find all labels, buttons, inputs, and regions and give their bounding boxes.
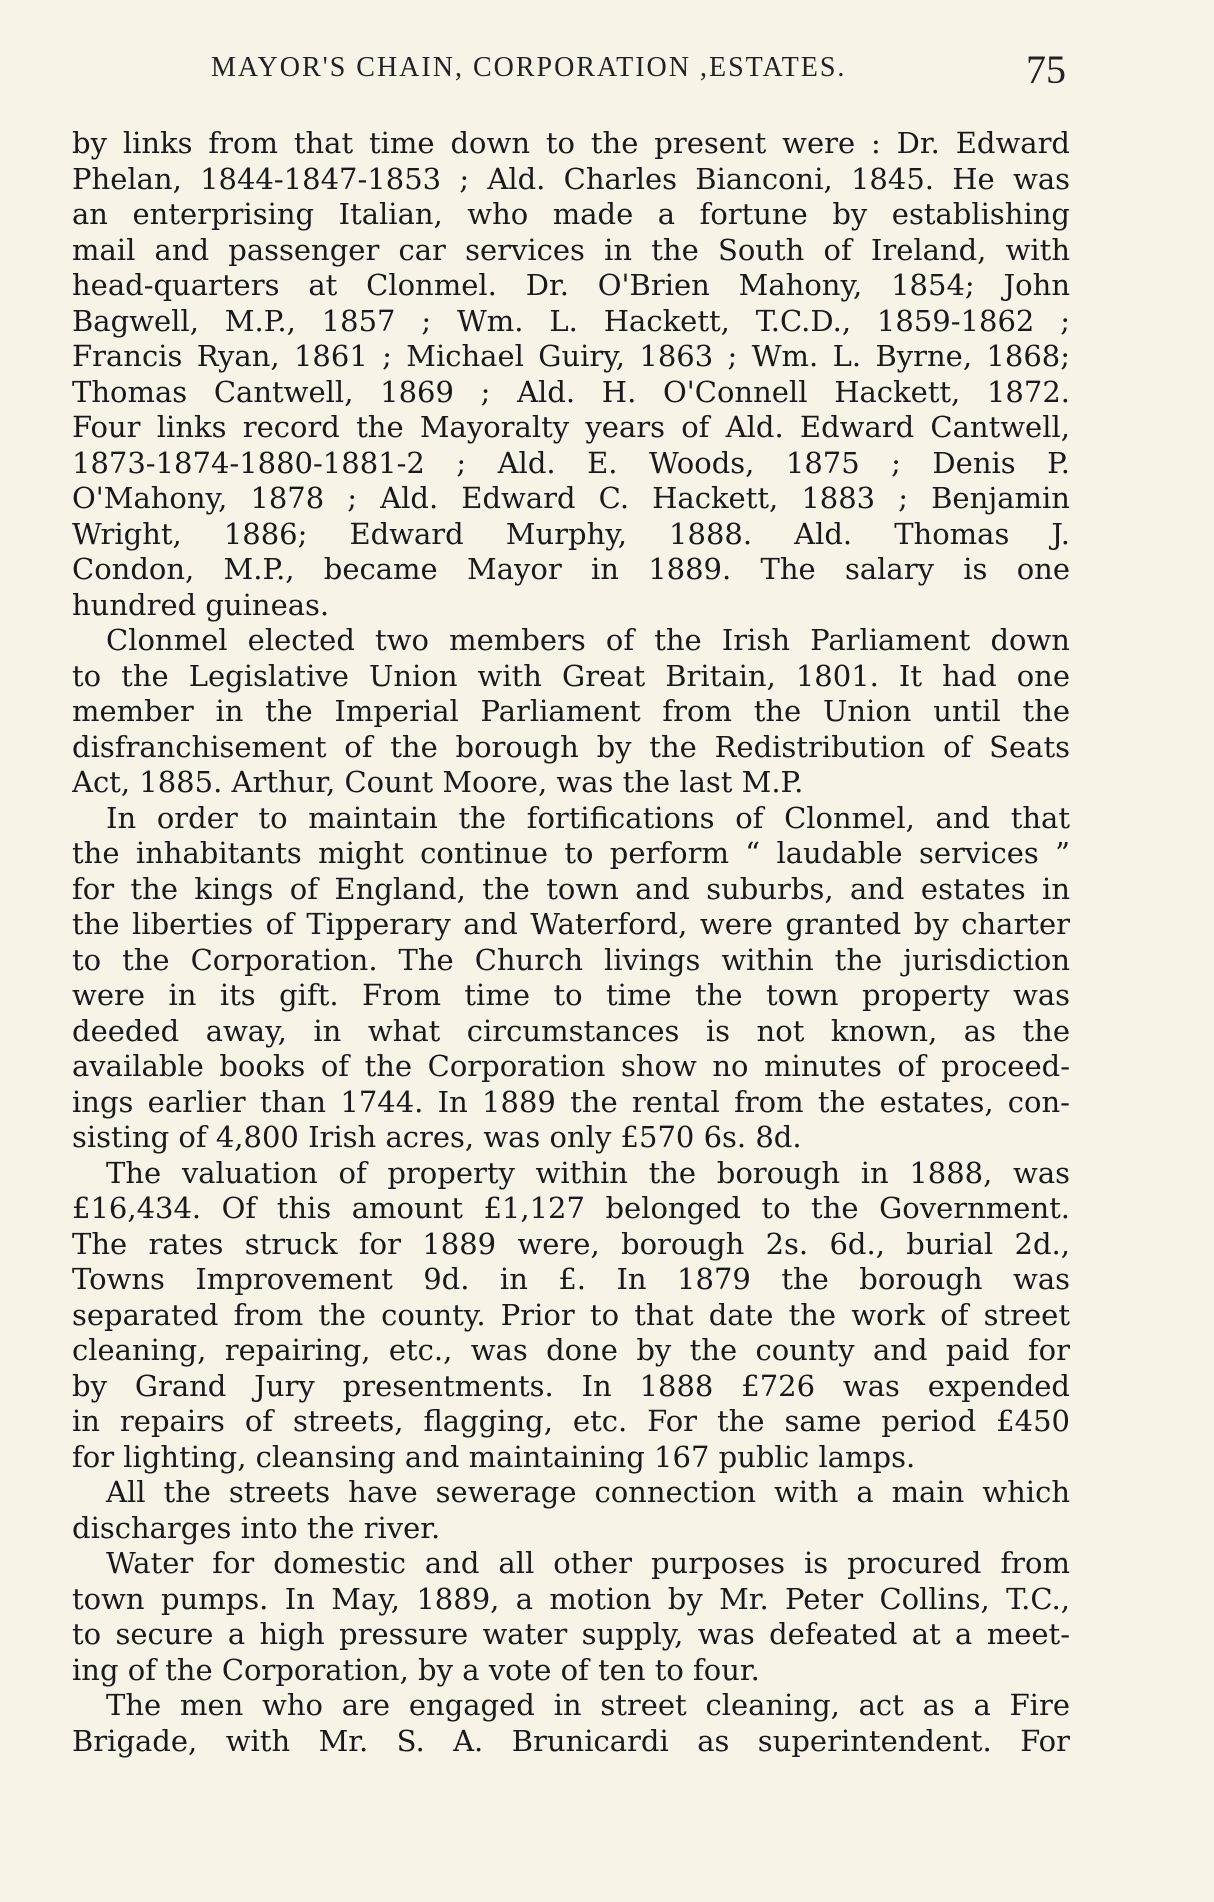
text-line: Francis Ryan, 1861 ; Michael Guiry, 1863 ; Wm. L. Byrne, 1868; xyxy=(72,339,1070,373)
text-line: to secure a high pressure water supply, was defeated at a meet- xyxy=(72,1617,1070,1651)
text-line: separated from the county. Prior to that date the work of street xyxy=(72,1297,1070,1332)
text-line: The men who are engaged in street cleaning, act as a Fire xyxy=(106,1688,1070,1722)
text-line: Towns Improvement 9d. in £. In 1879 the borough was xyxy=(72,1262,1070,1296)
text-line: by Grand Jury presentments. In 1888 £726 was expended xyxy=(72,1368,1070,1403)
text-line: town pumps. In May, 1889, a motion by Mr. Peter Collins, T.C., xyxy=(72,1581,1070,1616)
text-line: disfranchisement of the borough by the Redistribution of Seats xyxy=(72,729,1070,764)
text-line: Condon, M.P., became Mayor in 1889. The salary is one xyxy=(72,552,1070,586)
text-line: Four links record the Mayoralty years of Ald. Edward Cantwell, xyxy=(72,410,1070,444)
text-line: Bagwell, M.P., 1857 ; Wm. L. Hackett, T.C.D., 1859-1862 ; xyxy=(72,303,1070,338)
text-line: for lighting, cleansing and maintaining 167 public lamps. xyxy=(72,1439,916,1474)
text-line: to the Corporation. The Church livings within the jurisdiction xyxy=(72,942,1070,977)
text-line: for the kings of England, the town and suburbs, and estates in xyxy=(72,871,1070,906)
text-line: the liberties of Tipperary and Waterford, were granted by charter xyxy=(72,907,1070,941)
text-line: sisting of 4,800 Irish acres, was only £570 6s. 8d. xyxy=(72,1120,802,1154)
text-line: Water for domestic and all other purposes is procured from xyxy=(106,1546,1070,1580)
text-line: discharges into the river. xyxy=(72,1510,441,1545)
text-line: The valuation of property within the borough in 1888, was xyxy=(106,1155,1070,1190)
running-head xyxy=(66,46,1076,98)
text-line: the inhabitants might continue to perform “ laudable services ” xyxy=(72,836,1070,870)
text-line: In order to maintain the fortifications of Clonmel, and that xyxy=(106,800,1070,835)
text-line: Phelan, 1844-1847-1853 ; Ald. Charles Bianconi, 1845. He was xyxy=(72,161,1070,196)
running-title: MAYOR'S CHAIN, CORPORATION ,ESTATES. xyxy=(211,52,847,83)
text-line: to the Legislative Union with Great Britain, 1801. It had one xyxy=(72,658,1070,693)
text-line: by links from that time down to the present were : Dr. Edward xyxy=(72,126,1070,160)
text-line: member in the Imperial Parliament from the Union until the xyxy=(72,694,1070,728)
text-line: head-quarters at Clonmel. Dr. O'Brien Mahony, 1854; John xyxy=(72,268,1070,302)
text-line: Clonmel elected two members of the Irish Parliament down xyxy=(106,623,1070,657)
text-line: The rates struck for 1889 were, borough 2s. 6d., burial 2d., xyxy=(72,1226,1070,1261)
text-line: deeded away, in what circumstances is not known, as the xyxy=(72,1013,1070,1048)
text-line: ing of the Corporation, by a vote of ten to four. xyxy=(72,1652,760,1687)
text-line: Thomas Cantwell, 1869 ; Ald. H. O'Connell Hackett, 1872. xyxy=(72,374,1070,409)
text-line: available books of the Corporation show no minutes of proceed- xyxy=(72,1049,1070,1083)
text-line: mail and passenger car services in the South of Ireland, with xyxy=(72,232,1070,267)
page-number: 75 xyxy=(1026,47,1066,92)
text-line: 1873-1874-1880-1881-2 ; Ald. E. Woods, 1875 ; Denis P. xyxy=(72,445,1070,480)
text-line: All the streets have sewerage connection with a main which xyxy=(106,1475,1070,1509)
text-line: £16,434. Of this amount £1,127 belonged to the Government. xyxy=(72,1191,1070,1225)
text-line: an enterprising Italian, who made a fortune by establishing xyxy=(72,197,1070,231)
text-line: Act, 1885. Arthur, Count Moore, was the last M.P. xyxy=(72,765,804,799)
text-line: ings earlier than 1744. In 1889 the rental from the estates, con- xyxy=(72,1084,1070,1119)
body-text xyxy=(72,126,1070,1759)
text-line: Brigade, with Mr. S. A. Brunicardi as superintendent. For xyxy=(72,1723,1070,1758)
text-line: O'Mahony, 1878 ; Ald. Edward C. Hackett, 1883 ; Benjamin xyxy=(72,481,1070,515)
text-line: cleaning, repairing, etc., was done by the county and paid for xyxy=(72,1333,1070,1367)
text-line: were in its gift. From time to time the town property was xyxy=(72,978,1070,1012)
text-line: hundred guineas. xyxy=(72,587,330,622)
text-line: in repairs of streets, flagging, etc. For the same period £450 xyxy=(72,1404,1070,1438)
text-line: Wright, 1886; Edward Murphy, 1888. Ald. Thomas J. xyxy=(72,516,1070,551)
